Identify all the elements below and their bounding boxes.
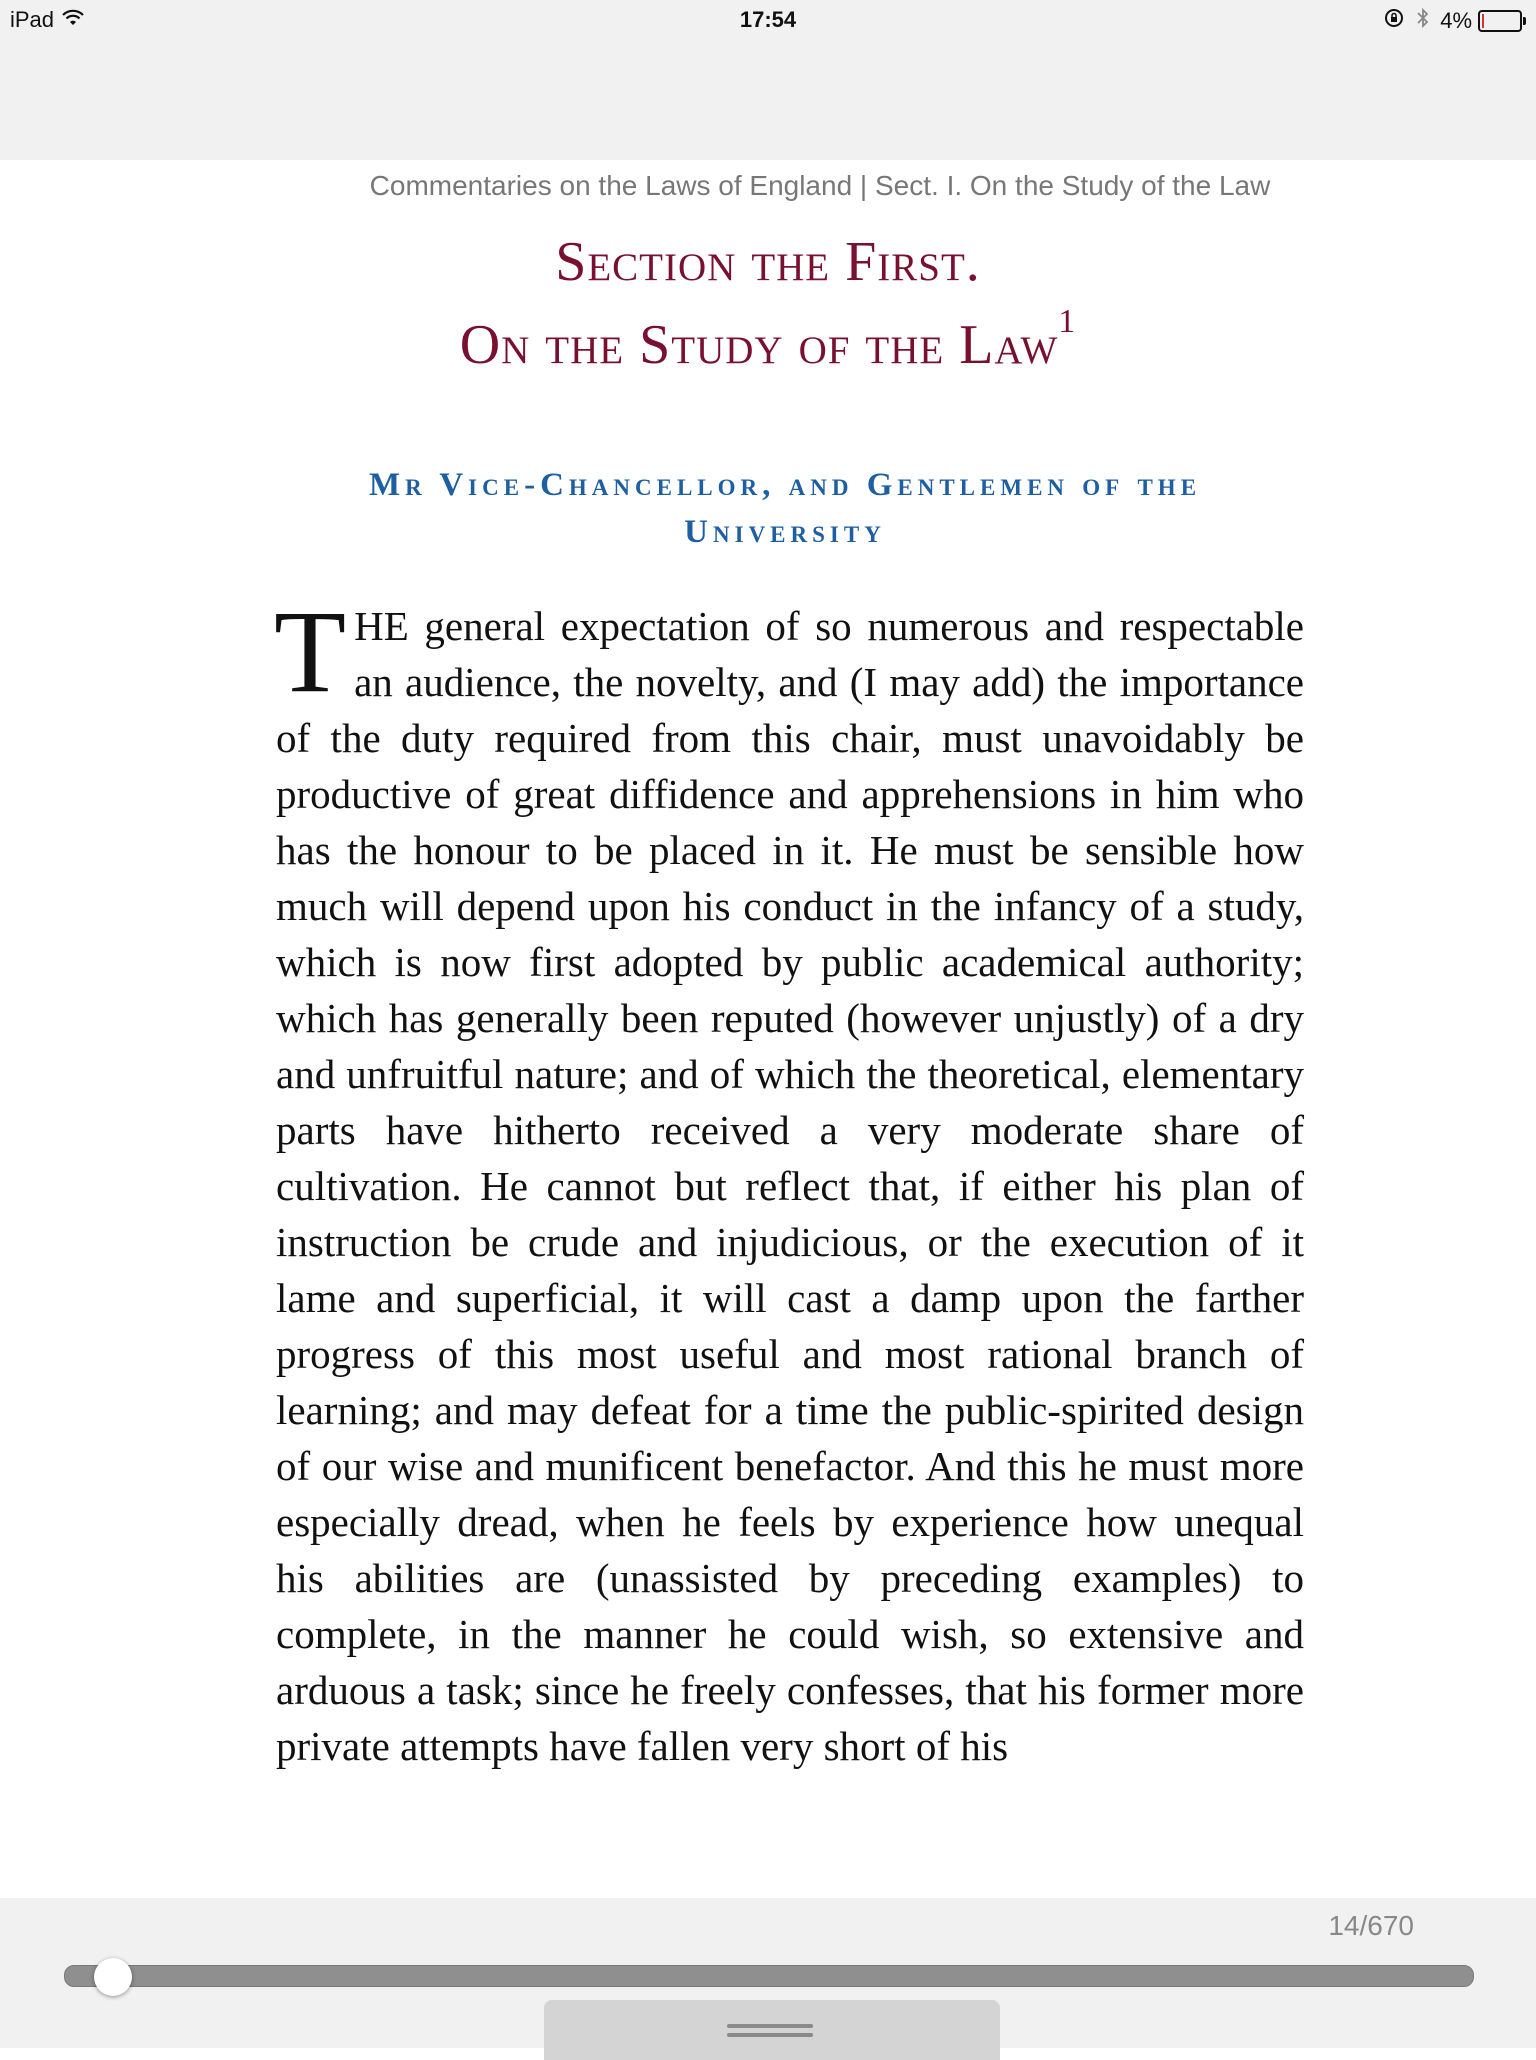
grabber-line xyxy=(727,2033,813,2037)
clock: 17:54 xyxy=(739,7,797,32)
reader-top-toolbar[interactable] xyxy=(0,40,1536,160)
bluetooth-icon xyxy=(1416,7,1430,35)
page-scrubber-track[interactable] xyxy=(64,1965,1474,1987)
status-bar xyxy=(0,0,1536,40)
running-header xyxy=(0,170,1536,202)
footnote-marker[interactable]: 1 xyxy=(1058,303,1077,340)
section-title: Section the First. xyxy=(555,231,981,293)
salutation: Mr Vice-Chancellor, and Gentlemen of the University xyxy=(368,467,1202,550)
rotation-lock-icon xyxy=(1384,8,1404,34)
body-paragraph xyxy=(274,586,1304,1774)
battery-percent: 4% xyxy=(1440,8,1472,33)
body-text: HE general expectation of so numerous and respectable an audience, the novelty, and (I may add) the importance of the duty required from this chair, must unavoidably be productive of great diffidence and apprehensions in him who has the honour to be placed in it. He must be sensible how much will depend upon his conduct in the infancy of a study, which is now first adopted by public academical authority; which has generally been reputed (however unjustly) of a dry and unfruitful nature; and of which the theoretical, elementary parts have hitherto received a very moderate share of cultivation. He cannot but reflect that, if either his plan of instruction be crude and injudicious, or the execution of it lame and superficial, it will cast a damp upon the farther progress of this most useful and most rational branch of learning; and may defeat for a time the public-spirited design of our wise and munificent benefactor. And this he must more especially dread, when he feels by experience how unequal his abilities are (unassisted by preceding examples) to complete, in the manner he could wish, so extensive and arduous a task; since he freely confesses, that his former more private attempts have fallen very short of his xyxy=(276,603,1304,1769)
grabber-line xyxy=(727,2024,813,2028)
page-scrubber-thumb[interactable] xyxy=(94,1958,132,1996)
section-subtitle-text: On the Study of the Law xyxy=(459,314,1059,376)
drop-cap: T xyxy=(274,586,347,717)
battery-tip xyxy=(1523,17,1526,25)
device-name: iPad xyxy=(10,7,55,32)
battery-level-fill xyxy=(1482,14,1484,28)
status-right xyxy=(1384,7,1526,35)
page-indicator: 14/670 xyxy=(1328,1910,1414,1941)
battery-icon xyxy=(1478,10,1522,32)
running-header-text: Commentaries on the Laws of England | Sect. I. On the Study of the Law xyxy=(369,170,1271,201)
panel-grabber-handle[interactable] xyxy=(544,2000,1000,2060)
section-subtitle xyxy=(0,303,1536,377)
